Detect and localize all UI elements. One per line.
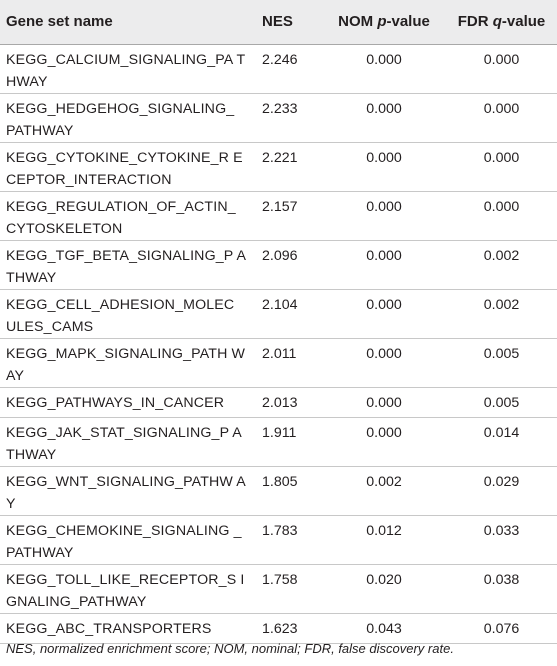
nes-cell: 2.246 xyxy=(262,51,298,68)
nom-p-value-cell: 0.000 xyxy=(366,51,402,68)
header-nes: NES xyxy=(262,13,293,31)
nes-cell: 2.013 xyxy=(262,394,298,411)
table-row xyxy=(0,417,557,466)
gene-set-name-cell: KEGG_WNT_SIGNALING_PATHW AY xyxy=(6,473,246,512)
fdr-q-value-cell: 0.005 xyxy=(483,345,520,362)
gene-set-name-cell: KEGG_MAPK_SIGNALING_PATH WAY xyxy=(6,345,246,384)
gene-set-name-cell: KEGG_CALCIUM_SIGNALING_PA THWAY xyxy=(6,51,246,90)
fdr-q-value-cell: 0.000 xyxy=(483,51,520,68)
fdr-q-value-cell: 0.000 xyxy=(483,100,520,117)
nes-cell: 1.758 xyxy=(262,571,298,588)
header-fdr-variable: q xyxy=(492,13,502,31)
table-row xyxy=(0,44,557,93)
gene-set-name-cell: KEGG_PATHWAYS_IN_CANCER xyxy=(6,394,225,411)
nes-cell: 2.104 xyxy=(262,296,298,313)
header-nom-suffix: -value xyxy=(386,13,430,31)
header-nom-p-value xyxy=(322,0,446,44)
table-row xyxy=(0,613,557,643)
nes-cell: 2.233 xyxy=(262,100,298,117)
table-row xyxy=(0,564,557,613)
table-row xyxy=(0,289,557,338)
gene-set-name-cell: KEGG_TGF_BETA_SIGNALING_P ATHWAY xyxy=(6,247,247,286)
nom-p-value-cell: 0.000 xyxy=(366,394,402,411)
nom-p-value-cell: 0.000 xyxy=(366,247,402,264)
header-nom-prefix: NOM xyxy=(338,13,378,31)
gene-set-name-cell: KEGG_CYTOKINE_CYTOKINE_R ECEPTOR_INTERACTION xyxy=(6,149,243,188)
fdr-q-value-cell: 0.002 xyxy=(483,296,520,313)
fdr-q-value-cell: 0.029 xyxy=(483,473,520,490)
nom-p-value-cell: 0.002 xyxy=(366,473,402,490)
table-footnote: NES, normalized enrichment score; NOM, nominal; FDR, false discovery rate. xyxy=(6,641,454,656)
fdr-q-value-cell: 0.000 xyxy=(483,198,520,215)
header-row xyxy=(0,0,557,44)
nes-cell: 1.783 xyxy=(262,522,298,539)
table-row xyxy=(0,93,557,142)
table-row xyxy=(0,466,557,515)
nes-cell: 2.221 xyxy=(262,149,298,166)
gene-set-name-cell: KEGG_REGULATION_OF_ACTIN_ CYTOSKELETON xyxy=(6,198,236,237)
gene-set-name-cell: KEGG_CELL_ADHESION_MOLEC ULES_CAMS xyxy=(6,296,235,335)
header-fdr-q-value xyxy=(446,0,557,44)
fdr-q-value-cell: 0.038 xyxy=(483,571,520,588)
nes-cell: 1.623 xyxy=(262,620,298,637)
fdr-q-value-cell: 0.002 xyxy=(483,247,520,264)
nom-p-value-cell: 0.012 xyxy=(366,522,402,539)
nom-p-value-cell: 0.000 xyxy=(366,198,402,215)
table-body xyxy=(0,44,557,643)
nom-p-value-cell: 0.000 xyxy=(366,149,402,166)
header-nom-variable: p xyxy=(377,13,387,31)
table-row xyxy=(0,515,557,564)
table-row xyxy=(0,387,557,417)
header-fdr-prefix: FDR xyxy=(457,13,493,31)
nom-p-value-cell: 0.000 xyxy=(366,345,402,362)
nom-p-value-cell: 0.020 xyxy=(366,571,402,588)
fdr-q-value-cell: 0.076 xyxy=(483,620,520,637)
table-row xyxy=(0,240,557,289)
nes-cell: 1.911 xyxy=(262,424,297,441)
nom-p-value-cell: 0.000 xyxy=(366,100,402,117)
nom-p-value-cell: 0.000 xyxy=(366,424,402,441)
table-row xyxy=(0,338,557,387)
nes-cell: 2.096 xyxy=(262,247,298,264)
gene-set-name-cell: KEGG_JAK_STAT_SIGNALING_P ATHWAY xyxy=(6,424,242,463)
header-gene-set-name: Gene set name xyxy=(6,13,113,31)
gene-set-name-cell: KEGG_CHEMOKINE_SIGNALING _PATHWAY xyxy=(6,522,242,561)
header-fdr-suffix: -value xyxy=(501,13,546,31)
table-row xyxy=(0,191,557,240)
nom-p-value-cell: 0.043 xyxy=(366,620,402,637)
gene-set-name-cell: KEGG_TOLL_LIKE_RECEPTOR_S IGNALING_PATHWAY xyxy=(6,571,245,610)
nes-cell: 1.805 xyxy=(262,473,298,490)
fdr-q-value-cell: 0.014 xyxy=(483,424,520,441)
fdr-q-value-cell: 0.000 xyxy=(483,149,520,166)
table-header xyxy=(0,0,557,44)
table-row xyxy=(0,142,557,191)
fdr-q-value-cell: 0.005 xyxy=(483,394,520,411)
nes-cell: 2.011 xyxy=(262,345,297,362)
gene-set-name-cell: KEGG_ABC_TRANSPORTERS xyxy=(6,620,212,637)
gene-set-name-cell: KEGG_HEDGEHOG_SIGNALING_ PATHWAY xyxy=(6,100,235,139)
nom-p-value-cell: 0.000 xyxy=(366,296,402,313)
fdr-q-value-cell: 0.033 xyxy=(483,522,520,539)
nes-cell: 2.157 xyxy=(262,198,298,215)
